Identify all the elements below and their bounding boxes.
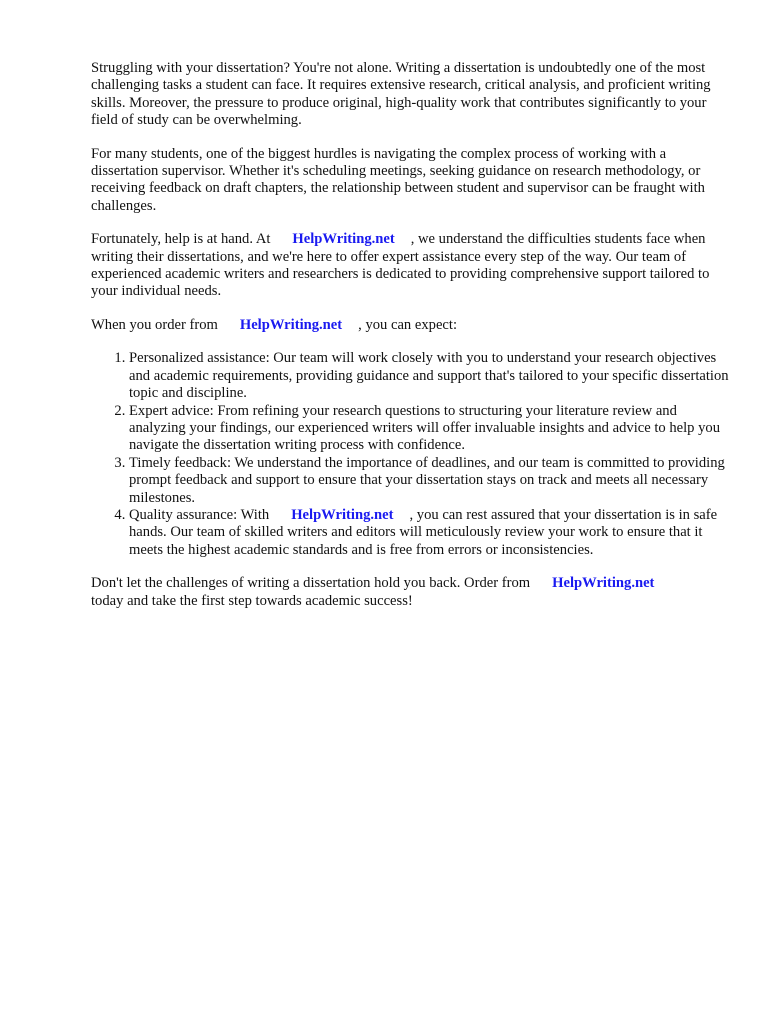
list-item-text: Timely feedback: We understand the importance of deadlines, and our team is committed to providing prompt feedback and support to ensure that your dissertation stays on track and meets all necessary milestones.: [129, 454, 725, 506]
list-item-rest: , you can rest assured that your dissertation is in safe hands. Our team of skilled writers and editors will meticulously review your work to ensure that it meets the highest academic standards and is free from errors or inconsistencies.: [129, 506, 718, 558]
closing-paragraph-rest: today and take the first step towards academic success!: [91, 592, 413, 609]
closing-paragraph: [91, 575, 736, 610]
helpwriting-link[interactable]: HelpWriting.net: [552, 575, 655, 592]
list-item: [129, 403, 736, 455]
expect-paragraph-rest: , you can expect:: [358, 316, 458, 333]
list-item: [129, 507, 736, 559]
expect-paragraph-lead: When you order from: [91, 316, 218, 333]
help-paragraph: [91, 231, 736, 301]
intro-paragraph: Struggling with your dissertation? You're not alone. Writing a dissertation is undoubtedly one of the most challenging tasks a student can face. It requires extensive research, critical analysis, and proficient writing skills. Moreover, the pressure to produce original, high-quality work that contributes significantly to your field of study can be overwhelming.: [91, 60, 711, 129]
benefits-list: [91, 350, 736, 559]
helpwriting-link[interactable]: HelpWriting.net: [292, 231, 395, 248]
helpwriting-link[interactable]: HelpWriting.net: [291, 506, 394, 523]
list-item-text: Personalized assistance: Our team will work closely with you to understand your research objectives and academic requirements, providing guidance and support that's tailored to your specific dissertation topic and discipline.: [129, 350, 729, 402]
list-item-text: Expert advice: From refining your research questions to structuring your literature review and analyzing your findings, our experienced writers will offer invaluable insights and advice to help you navigate the dissertation writing process with confidence.: [129, 402, 721, 454]
list-item-lead: Quality assurance: With: [129, 506, 270, 523]
expect-paragraph: [91, 317, 736, 334]
list-item: [129, 455, 736, 507]
list-item: [129, 350, 736, 402]
help-paragraph-lead: Fortunately, help is at hand. At: [91, 231, 271, 248]
closing-paragraph-lead: Don't let the challenges of writing a dissertation hold you back. Order from: [91, 575, 531, 592]
help-paragraph-rest: , we understand the difficulties students face when writing their dissertations, and we're here to offer expert assistance every step of the way. Our team of experienced academic writers and researchers is dedicated to providing comprehensive support tailored to your individual needs.: [91, 231, 710, 300]
helpwriting-link[interactable]: HelpWriting.net: [239, 316, 343, 333]
document-body: [91, 60, 736, 626]
supervisor-paragraph: For many students, one of the biggest hurdles is navigating the complex process of working with a dissertation supervisor. Whether it's scheduling meetings, seeking guidance on research methodology, or receiving feedback on draft chapters, the relationship between student and supervisor can be fraught with challenges.: [91, 145, 705, 214]
